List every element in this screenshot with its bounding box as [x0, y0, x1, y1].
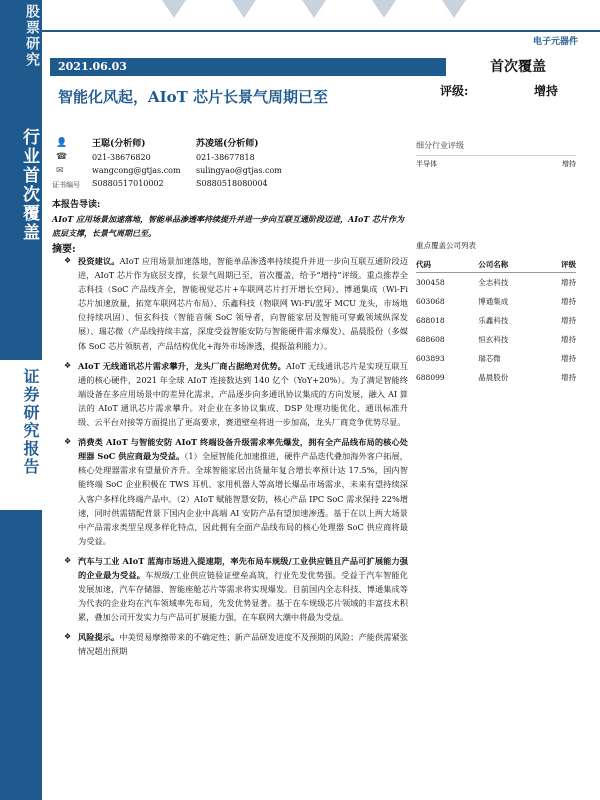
header-divider [42, 30, 600, 32]
person-icon: 👤 [56, 138, 68, 148]
table-row [416, 311, 576, 330]
sidebar-label-securities-report: 证券研究报告 [21, 368, 40, 476]
sub-industry-row [416, 155, 576, 169]
column-header: 代码 [416, 257, 478, 273]
company-code: 688099 [416, 373, 445, 382]
report-date: 2021.06.03 [58, 60, 127, 73]
analyst-cert: S0880517010002 [92, 179, 164, 188]
header-decoration [42, 0, 600, 30]
rating-label: 评级: [440, 84, 469, 98]
company-rating: 增持 [561, 354, 576, 363]
analyst-name: 王聪(分析师) [92, 139, 146, 149]
company-name: 晶晨股份 [478, 373, 509, 382]
cert-label: 证书编号 [52, 181, 80, 189]
diamond-icon [162, 0, 186, 18]
company-rating: 增持 [561, 297, 576, 306]
sub-industry-rating [416, 140, 576, 169]
company-rating: 增持 [561, 278, 576, 287]
contact-icons [56, 138, 70, 180]
company-code: 603893 [416, 354, 445, 363]
analyst-phone: 021-38677818 [196, 153, 255, 162]
summary-paragraph [52, 435, 408, 548]
summary-paragraph [52, 630, 408, 658]
table-header-row [416, 257, 576, 273]
company-rating: 增持 [561, 316, 576, 325]
diamond-icon [442, 0, 466, 18]
summary-heading: 摘要: [52, 244, 76, 255]
company-list-heading: 重点覆盖公司列表 [416, 241, 476, 250]
column-header: 公司名称 [478, 257, 543, 273]
company-name: 全志科技 [478, 278, 509, 287]
analyst-email[interactable]: wangcong@gtjas.com [92, 166, 181, 175]
phone-icon: ☎ [56, 152, 68, 162]
paragraph-lead: 投资建议。 [78, 256, 120, 266]
analyst-cert: S0880518080004 [196, 179, 268, 188]
company-rating: 增持 [561, 373, 576, 382]
table-row [416, 368, 576, 387]
paragraph-text: （1）全屋智能化加速推进，硬件产品迭代叠加海外客户拓展，核心处理器需求有望量价齐升。全球智能家居出货量年复合增长率预计达 17.5%，国内智能终端 SoC 企业积极在 TWS 耳机、家用机器人等高增长爆品市场需求，未来有望持续深入客户多样化终端产品中。（2）AIoT 赋能智慧安防，核心产品 IPC SoC 需求保持 22%增速，同时供需错配背景下国内企业中高端 AI 安防产品有望加速渗透。基于在以上两大场景中产品需求类型呈现多样化特点，因此拥有全面产品线布局的核心处理器 SoC 供应商将最为受益。 [78, 451, 408, 546]
sub-industry-value: 增持 [562, 160, 576, 168]
column-header: 评级 [543, 257, 576, 273]
analyst-1 [92, 138, 181, 190]
company-name: 博通集成 [478, 297, 509, 306]
sidebar-label-industry-first: 行业首次覆盖 [19, 128, 39, 242]
cover-label: 首次覆盖 [490, 59, 546, 75]
bullet-icon: ❖ [64, 256, 72, 265]
guide-heading: 本报告导读: [52, 200, 101, 210]
table-row [416, 330, 576, 349]
bullet-icon: ❖ [64, 437, 72, 447]
table-row [416, 349, 576, 368]
table-row [416, 273, 576, 293]
company-rating: 增持 [561, 335, 576, 344]
sub-industry-heading: 细分行业评级 [416, 141, 464, 150]
bullet-icon: ❖ [64, 632, 72, 642]
report-guide [52, 198, 408, 240]
summary-paragraph [52, 359, 408, 429]
bullet-icon: ❖ [64, 555, 72, 565]
paragraph-text: 车规级/工业供应链验证壁垒高筑，行业先发优势强。受益于汽车智能化发展加速，汽车存储器、智能座舱芯片等需求将实现爆发。目前国内全志科技、博通集成等为代表的企业均在汽车领域率先布局，先发优势显著。基于在车规级芯片领域的丰富技术积累，叠加公司开发实力与产品可扩展能力强，在车联网大潮中将最为受益。 [78, 569, 408, 623]
company-name: 乐鑫科技 [478, 316, 509, 325]
company-code: 688018 [416, 316, 445, 325]
paragraph-lead: AIoT 无线通讯芯片需求攀升，龙头厂商占据绝对优势。 [78, 360, 286, 371]
industry-label: 电子元器件 [532, 37, 578, 47]
summary-body [52, 254, 408, 665]
paragraph-lead: 汽车与工业 AIoT 蓝海市场进入提速期，率先布局车规级/工业供应链且产品可扩展能力强的企业最为受益。 [78, 555, 408, 580]
analyst-phone: 021-38676820 [92, 153, 151, 162]
paragraph-text: 中美贸易摩擦带来的不确定性；新产品研发进度不及预期的风险；产能供需紧张情况超出预期 [78, 632, 408, 657]
diamond-icon [372, 0, 396, 18]
analyst-name: 苏凌瑶(分析师) [196, 139, 259, 149]
analyst-email[interactable]: sulingyao@gtjas.com [196, 166, 282, 175]
sidebar-label-stock-research: 股票研究 [24, 4, 40, 68]
company-table [416, 257, 576, 387]
diamond-icon [302, 0, 326, 18]
rating-value: 增持 [534, 84, 559, 98]
table-row [416, 292, 576, 311]
summary-paragraph [52, 554, 408, 624]
company-name: 恒玄科技 [478, 335, 509, 344]
summary-paragraph [52, 254, 408, 353]
paragraph-lead: 风险提示。 [78, 632, 120, 643]
paragraph-lead: 消费类 AIoT 与智能安防 AIoT 终端设备升级需求率先爆发，拥有全产品线布局的核心处理器 SoC 供应商最为受益。 [78, 437, 408, 462]
diamond-icon [232, 0, 256, 18]
report-title: 智能化风起，AIoT 芯片长景气周期已至 [58, 88, 329, 106]
company-code: 688608 [416, 335, 445, 344]
company-code: 603068 [416, 297, 445, 306]
company-code: 300458 [416, 278, 445, 287]
company-name: 瑞芯微 [478, 354, 501, 363]
analyst-2 [196, 138, 282, 190]
sidebar [0, 0, 42, 800]
guide-text: AIoT 应用场景加速落地，智能单品渗透率持续提升并进一步向互联互通阶段迈进，AIoT 芯片作为底层支撑，长景气周期已至。 [52, 214, 405, 238]
paragraph-text: AIoT 无线通讯芯片是实现互联互通的核心硬件，2021 年全球 AIoT 连接数达到 140 亿个（YoY+20%）。为了满足智能终端设备在多应用场景中的差异化需求，产品逐步向多通讯协议集成的方向发展，融入 AI 算法的 AIoT 通讯芯片需求攀升。对企业在多协议集成、DSP 处理功能优化、通讯标准升级、云平台对接等方面提出了更高要求，赛道壁垒将进一步加高，龙头厂商竞争优势尽显。 [78, 360, 409, 428]
paragraph-text: AIoT 应用场景加速落地，智能单品渗透率持续提升并进一步向互联互通阶段迈进，AIoT 芯片作为底层支撑，长景气周期已至，首次覆盖，给予“增持”评级。重点推荐全志科技（SoC 产品线齐全，智能视觉芯片+车联网芯片打开增长空间）、博通集成（Wi-Fi 芯片加速放量，拓宽车联网芯片布局）、乐鑫科技（物联网 Wi-Fi/蓝牙 MCU 龙头，市场地位持续巩固）、恒玄科技（智能音频 SoC 领导者，向智能家居及智能可穿戴领域纵深发展）、瑞芯微（产品线持续丰富，深度受益智能安防与智能硬件需求爆发）、晶晨股份（多媒体 SoC 芯片领航者，产品结构优化+海外市场渗透，提振盈利能力）。 [78, 256, 408, 351]
sub-industry-name: 半导体 [416, 160, 437, 168]
email-icon: ✉ [56, 166, 64, 176]
company-list [416, 240, 576, 387]
bullet-icon: ❖ [64, 360, 72, 370]
